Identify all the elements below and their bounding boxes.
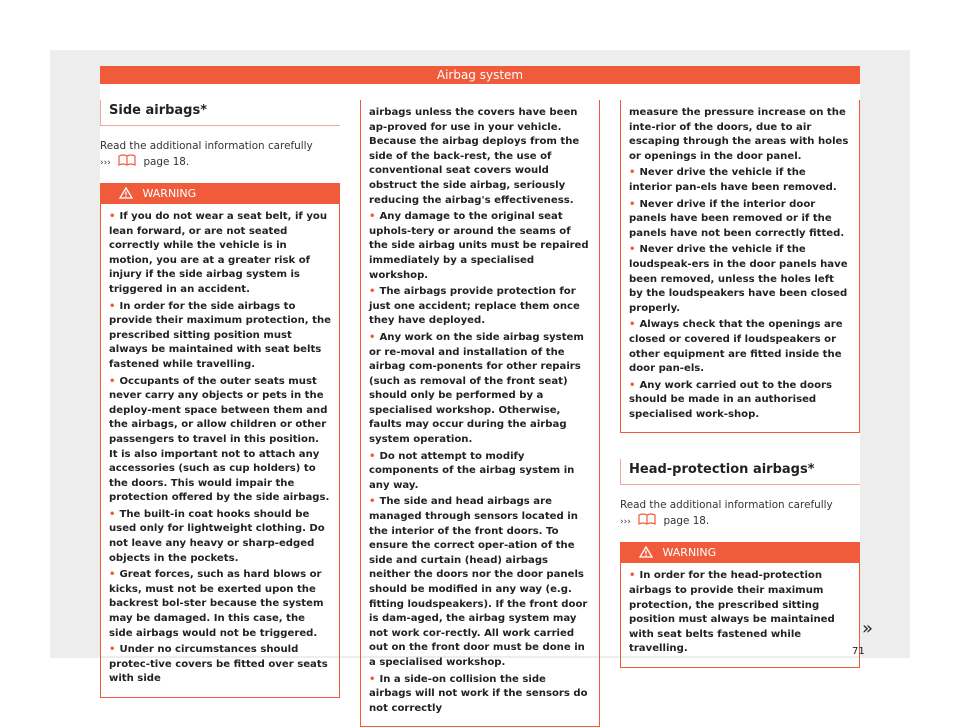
warning-item: • Occupants of the outer seats must never carry any objects or pets in the deploy-ment space between them and the airbags, or allow children or other passengers to travel in this position. It is also important not to attach any accessories (such as cup holders) to the doors. This would impair the protection offered by the side airbags. — [109, 375, 330, 504]
bullet: • — [109, 211, 116, 222]
section-title-head-airbags: Head-protection airbags* — [620, 459, 860, 485]
intro-side — [100, 139, 340, 171]
warning-item: • If you do not wear a seat belt, if you lean forward, or are not seated correctly while the vehicle is in motion, you are at a greater risk of injury if the side airbag system is triggered in an accident. — [109, 211, 328, 295]
page-number: 71 — [852, 646, 865, 657]
warning-label: WARNING — [662, 546, 717, 560]
bullet: • — [109, 644, 116, 656]
warning-item: • The built-in coat hooks should be used only for lightweight clothing. Do not leave any heavy or sharp-edged objects in the pockets. — [109, 508, 325, 564]
bullet: • — [109, 375, 116, 387]
bullet: • — [629, 167, 636, 179]
warning-item: • The side and head airbags are managed through sensors located in the interior of the front doors. To ensure the correct oper-ation of the side and curtain (head) airbags neither the doors nor the door panels should be modified in any way (e.g. fitting loudspeakers). If the front door is dam-aged, the airbag system may not work cor-rectly. All work carried out on the front door must be done in a specialised workshop. — [369, 496, 588, 668]
bullet: • — [369, 331, 376, 343]
intro-text: Read the additional information carefully — [100, 140, 313, 152]
warning-label: WARNING — [142, 187, 197, 200]
bullet: • — [369, 450, 376, 462]
continue-mark: » — [862, 618, 874, 639]
warning-triangle-icon — [119, 187, 133, 199]
section-title-side-airbags: Side airbags* — [100, 100, 340, 126]
warning-item: • Do not attempt to modify components of the airbag system in any way. — [369, 450, 575, 491]
column-3 — [620, 100, 860, 668]
chapter-header: Airbag system — [100, 66, 860, 84]
warning-item: • In order for the head-protection airbags to provide their maximum protection, the prescribed sitting position must always be maintained with seat belts fastened while travelling. — [629, 570, 835, 655]
warning-continuation: measure the pressure increase on the inte-rior of the doors, due to air escaping through the areas with holes or openings in the door panel. — [629, 107, 849, 162]
book-icon — [118, 154, 136, 166]
intro-page-link[interactable]: page 18. — [143, 156, 190, 168]
bullet: • — [109, 508, 116, 520]
warning-item: • Under no circumstances should protec-tive covers be fitted over seats with side — [109, 644, 328, 685]
intro-page-link[interactable]: page 18. — [663, 515, 710, 528]
warning-item: • The airbags provide protection for just one accident; replace them once they have deployed. — [369, 286, 580, 327]
warning-box-head — [620, 542, 860, 668]
bullet: • — [109, 569, 116, 581]
reference-arrows: ››› — [100, 158, 111, 168]
bullet: • — [369, 211, 376, 223]
column-2 — [360, 100, 600, 727]
bullet: • — [369, 496, 376, 508]
bullet: • — [629, 319, 636, 331]
warning-item: • Any damage to the original seat uphols-tery or around the seams of the side airbag units must be repaired immediately by a specialised workshop. — [369, 211, 589, 281]
bullet: • — [629, 198, 636, 210]
warning-box-side-continued-2 — [620, 100, 860, 433]
warning-item: • Never drive if the interior door panels have been removed or if the panels have not been correctly fitted. — [629, 198, 845, 239]
intro-text: Read the additional information carefully — [620, 499, 833, 512]
warning-triangle-icon — [639, 546, 653, 558]
bullet: • — [629, 570, 636, 582]
warning-box-side-continued — [360, 100, 600, 727]
warning-header — [621, 543, 859, 563]
warning-item: • Always check that the openings are closed or covered if loudspeakers or other equipment are fitted inside the door pan-els. — [629, 319, 843, 375]
intro-head — [620, 498, 860, 530]
warning-item: • Never drive the vehicle if the loudspeak-ers in the door panels have been removed, unless the holes left by the loudspeakers have been closed properly. — [629, 244, 848, 314]
warning-item: • In order for the side airbags to provide their maximum protection, the prescribed sitting position must always be maintained with seat belts fastened while travelling. — [109, 300, 332, 370]
warning-continuation: airbags unless the covers have been ap-proved for use in your vehicle. Because the airbag deploys from the side of the back-rest, the use of conventional seat covers would obstruct the side airbag, seriously reducing the airbag's effectiveness. — [369, 107, 580, 206]
warning-item: • Never drive the vehicle if the interior pan-els have been removed. — [629, 167, 837, 193]
bullet: • — [109, 300, 116, 312]
bullet: • — [369, 286, 376, 298]
book-icon — [638, 513, 656, 525]
bullet: • — [369, 673, 376, 685]
warning-item: • Any work carried out to the doors should be made in an authorised specialised work-shop. — [629, 379, 832, 420]
warning-item: • In a side-on collision the side airbags will not work if the sensors do not correctly — [369, 673, 588, 714]
warning-box-side — [100, 183, 340, 698]
warning-header — [101, 184, 339, 204]
bullet: • — [629, 244, 636, 256]
reference-arrows: ››› — [620, 517, 631, 528]
bullet: • — [629, 379, 636, 391]
column-1 — [100, 100, 340, 698]
warning-item: • Great forces, such as hard blows or kicks, must not be exerted upon the backrest bol-ster because the system may be damaged. In this case, the side airbags would not be triggered. — [109, 569, 324, 639]
warning-item: • Any work on the side airbag system or re-moval and installation of the airbag com-ponents for other repairs (such as removal of the front seat) should only be performed by a specialised workshop. Otherwise, faults may occur during the airbag system operation. — [369, 331, 584, 446]
